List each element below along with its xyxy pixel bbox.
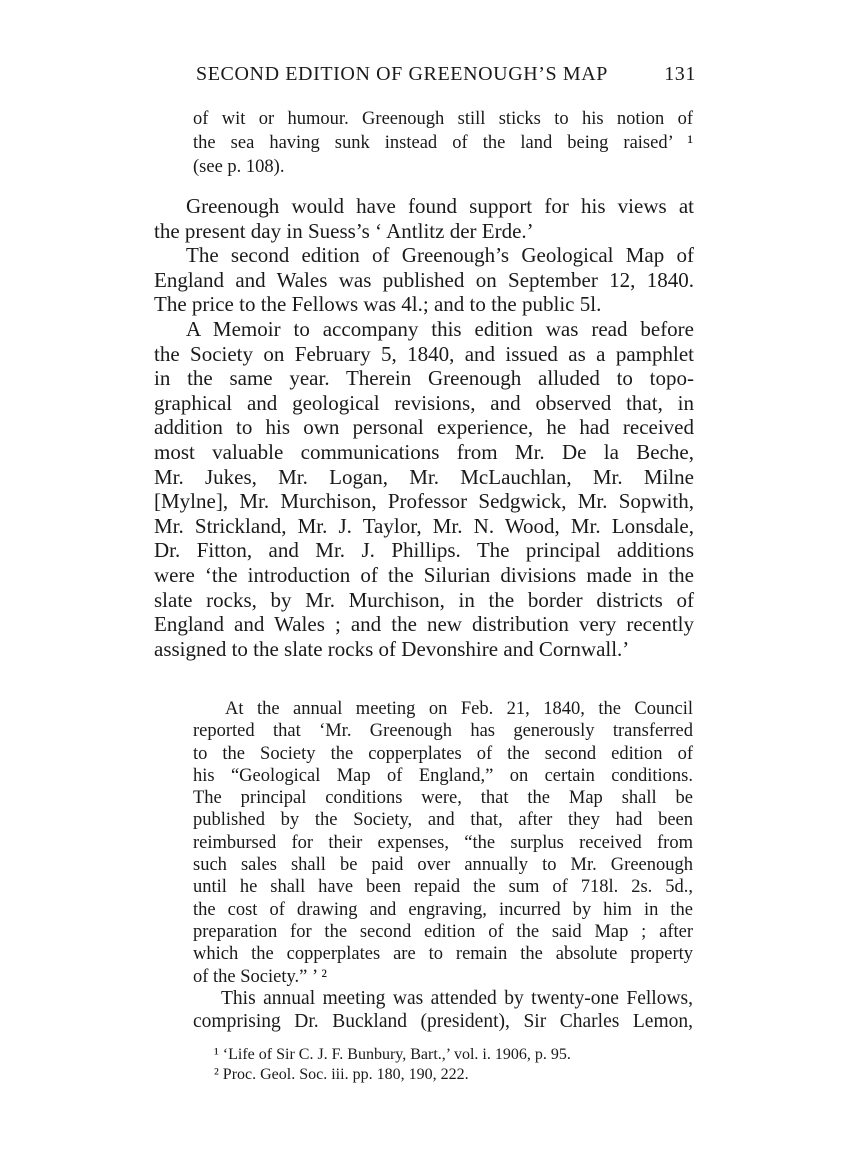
text-line: were ‘the introduction of the Silurian divisions made in the (154, 562, 694, 587)
text-line: his “Geological Map of England,” on certain conditions. (193, 765, 693, 786)
text-line: assigned to the slate rocks of Devonshire and Cornwall.’ (154, 636, 630, 661)
text-line: slate rocks, by Mr. Murchison, in the border districts of (154, 587, 694, 612)
text-line: A Memoir to accompany this edition was read before (186, 316, 694, 341)
text-line: graphical and geological revisions, and observed that, in (154, 390, 694, 415)
text-line: preparation for the second edition of the said Map ; after (193, 921, 693, 942)
text-line: The price to the Fellows was 4l.; and to the public 5l. (154, 292, 602, 317)
text-line: the present day in Suess’s ‘ Antlitz der Erde.’ (154, 218, 534, 243)
text-line: reported that ‘Mr. Greenough has generously transferred (193, 721, 693, 742)
text-line: until he shall have been repaid the sum of 718l. 2s. 5d., (193, 877, 693, 898)
text-line: Dr. Fitton, and Mr. J. Phillips. The principal additions (154, 538, 694, 563)
text-line: England and Wales ; and the new distribution very recently (154, 612, 694, 637)
text-line: The second edition of Greenough’s Geological Map of (186, 243, 694, 268)
text-line: of the Society.” ’ ² (193, 966, 327, 987)
running-head-title: SECOND EDITION OF GREENOUGH’S MAP (196, 63, 609, 85)
paragraph-second-edition (154, 243, 694, 317)
text-line: England and Wales was published on September 12, 1840. (154, 267, 694, 292)
text-line: [Mylne], Mr. Murchison, Professor Sedgwick, Mr. Sopwith, (154, 489, 694, 514)
footnotes (214, 1045, 694, 1085)
text-line: of wit or humour. Greenough still sticks to his notion of (193, 109, 693, 129)
text-line: addition to his own personal experience, he had received (154, 415, 694, 440)
footnote-2: ² Proc. Geol. Soc. iii. pp. 180, 190, 222. (214, 1066, 469, 1083)
text-line: such sales shall be paid over annually to Mr. Greenough (193, 855, 693, 876)
text-line: in the same year. Therein Greenough alluded to topo- (154, 366, 694, 391)
footnote-1: ¹ ‘Life of Sir C. J. F. Bunbury, Bart.,’ vol. i. 1906, p. 95. (214, 1046, 571, 1063)
quoted-passage-top (193, 107, 693, 179)
text-line: published by the Society, and that, after they had been (193, 810, 693, 831)
text-line: which the copperplates are to remain the absolute property (193, 944, 693, 965)
text-line: At the annual meeting on Feb. 21, 1840, the Council (225, 699, 693, 719)
text-line: (see p. 108). (193, 157, 285, 177)
text-line: This annual meeting was attended by twenty-one Fellows, (221, 988, 693, 1009)
text-line: Mr. Strickland, Mr. J. Taylor, Mr. N. Wood, Mr. Lonsdale, (154, 513, 694, 538)
text-line: Greenough would have found support for his views at (186, 194, 694, 218)
paragraph-memoir (154, 317, 694, 661)
text-line: Mr. Jukes, Mr. Logan, Mr. McLauchlan, Mr. Milne (154, 464, 694, 489)
council-report-passage (193, 698, 693, 988)
text-line: most valuable communications from Mr. De la Beche, (154, 439, 694, 464)
annual-meeting-passage (193, 988, 693, 1033)
text-line: comprising Dr. Buckland (president), Sir Charles Lemon, (193, 1010, 693, 1032)
text-line: the sea having sunk instead of the land being raised’ ¹ (193, 133, 693, 153)
main-text (154, 194, 694, 661)
running-head (196, 63, 696, 91)
paragraph-suess (154, 194, 694, 243)
text-line: The principal conditions were, that the Map shall be (193, 788, 693, 809)
text-line: the cost of drawing and engraving, incurred by him in the (193, 899, 693, 920)
text-line: reimbursed for their expenses, “the surplus received from (193, 832, 693, 853)
text-line: the Society on February 5, 1840, and issued as a pamphlet (154, 341, 694, 366)
page-number: 131 (664, 63, 696, 85)
text-line: to the Society the copperplates of the second edition of (193, 743, 693, 764)
